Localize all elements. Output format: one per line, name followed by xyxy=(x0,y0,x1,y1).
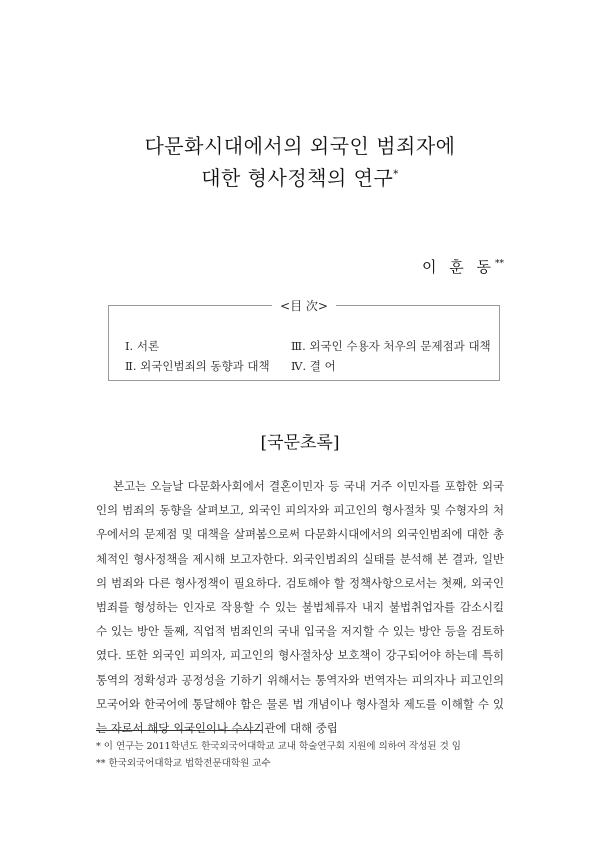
abstract-paragraph: 본고는 오늘날 다문화사회에서 결혼이민자 등 국내 거주 이민자를 포함한 외국인의 범죄의 동향을 살펴보고, 외국인 피의자와 피고인의 형사절차 및 수형자의 처우에서의 문제점 및 대책을 살펴봄으로써 다문화시대에서의 외국인범죄에 대한 총체적인 형사정책을 제시해 보고자한다. 외국인범죄의 실태를 분석해 본 결과, 일반의 범죄와 다른 형사정책이 필요하다. 검토해야 할 정책사항으로서는 첫째, 외국인범죄를 형성하는 인자로 작용할 수 있는 불법체류자 내지 불법취업자를 감소시킬 수 있는 방안 둘째, 직업적 범죄인의 국내 입국을 저지할 수 있는 방안 등을 검토하였다. 또한 외국인 피의자, 피고인의 형사절차상 보호책이 강구되어야 하는데 특히 통역의 정확성과 공정성을 기하기 위해서는 통역자와 번역자는 피의자나 피고인의 모국어와 한국어에 통달해야 함은 물론 법 개념이나 형사절차 제도를 이해할 수 있는 자로서 해당 외국인이나 수사기관에 대해 중립 xyxy=(96,479,504,736)
title-footnote-mark: * xyxy=(393,169,399,180)
footnote-2: ** 한국외국어대학교 법학전문대학원 교수 xyxy=(96,758,271,769)
author-line xyxy=(422,256,504,277)
author-name: 이 훈 동 xyxy=(421,258,495,276)
author-footnote-mark: ** xyxy=(495,259,504,269)
footnote-1: * 이 연구는 2011학년도 한국외국어대학교 교내 학술연구회 지원에 의하여 작성된 것 임 xyxy=(96,741,461,752)
toc-heading-text: <目 次> xyxy=(272,299,336,313)
paper-title-line-2-text: 대한 형사정책의 연구 xyxy=(201,166,394,190)
abstract-title: [국문초록] xyxy=(260,433,340,453)
footnote-divider xyxy=(96,730,262,731)
toc-heading xyxy=(109,297,499,314)
paper-title-line-1: 다문화시대에서의 외국인 범죄자에 xyxy=(144,134,456,158)
abstract-body xyxy=(96,474,504,740)
toc-item-crime-trends: Ⅱ. 외국인범죄의 동향과 대책 xyxy=(125,359,270,373)
paper-title-line-2 xyxy=(0,162,600,191)
toc-item-conclusion: Ⅳ. 결 어 xyxy=(291,359,336,373)
toc-item-introduction: Ⅰ. 서론 xyxy=(125,339,160,353)
toc-item-inmate-treatment: Ⅲ. 외국인 수용자 처우의 문제점과 대책 xyxy=(291,339,491,353)
table-of-contents-box xyxy=(108,299,500,381)
